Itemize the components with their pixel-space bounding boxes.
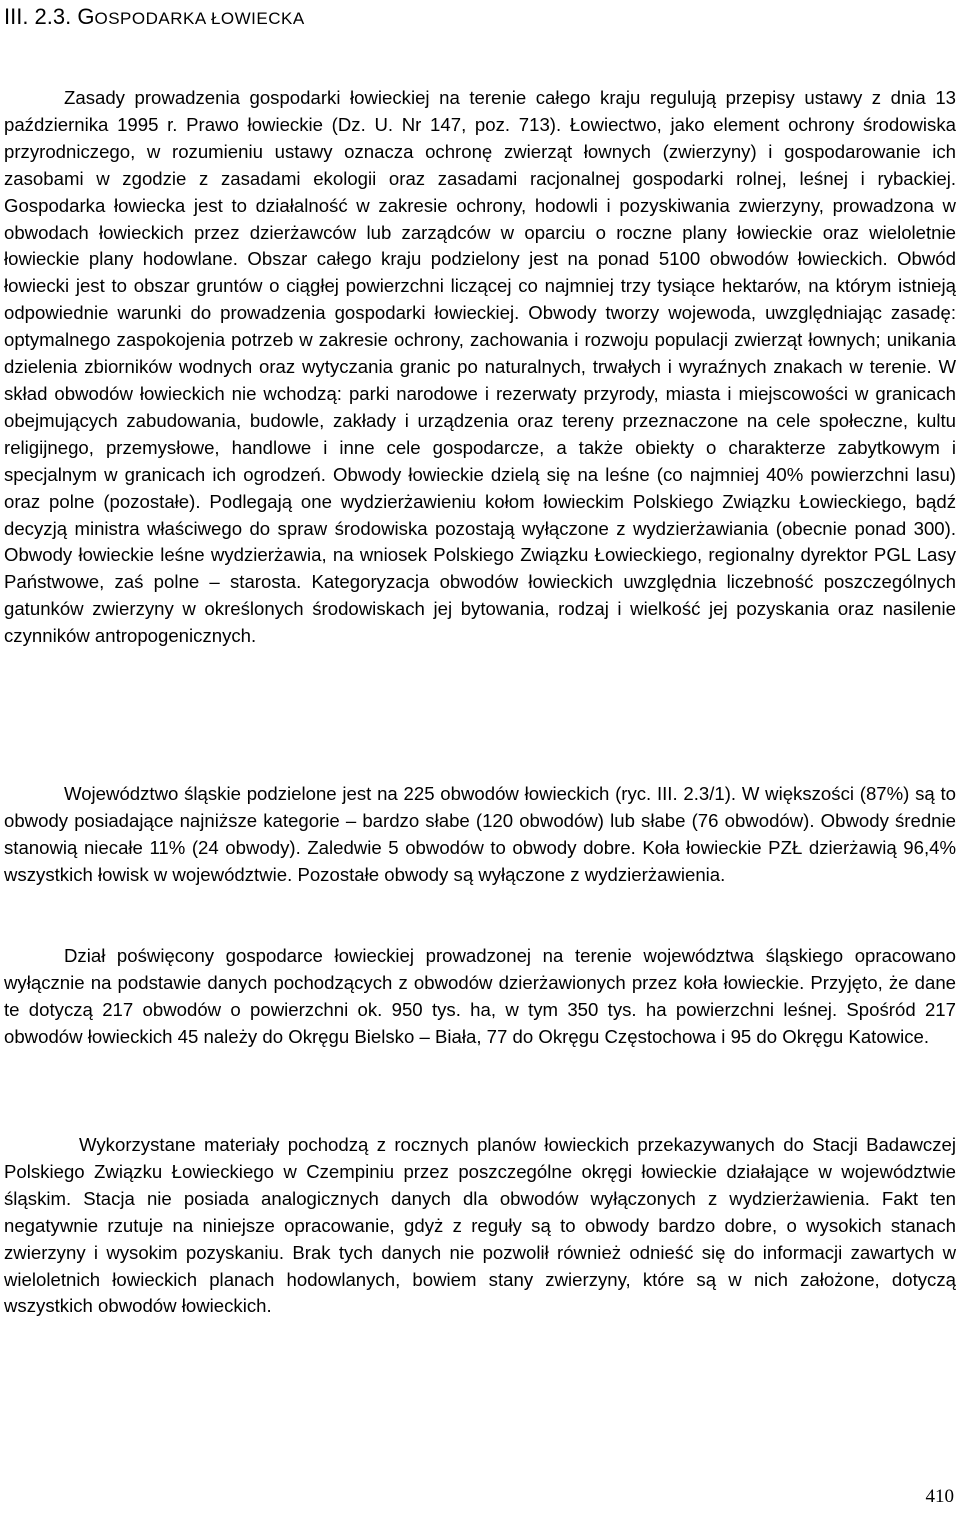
paragraph-voivodeship-districts: Województwo śląskie podzielone jest na 225 obwodów łowieckich (ryc. III. 2.3/1). W większości (87%) są to obwody posiadające najniższe kategorie – bardzo słabe (120 obwodów) lub słabe (76 obwodów). Obwody średnie stanowią niecałe 11% (24 obwody). Zaledwie 5 obwodów to obwody dobre. Koła łowieckie PZŁ dzierżawią 96,4% wszystkich łowisk w województwie. Pozostałe obwody są wyłączone z wydzierżawienia. <box>4 783 956 885</box>
section-heading-number: III. 2.3. G <box>4 4 95 29</box>
paragraph-data-sources: Dział poświęcony gospodarce łowieckiej prowadzonej na terenie województwa śląskiego opracowano wyłącznie na podstawie danych pochodzących z obwodów dzierżawionych przez koła łowieckie. Przyjęto, że dane te dotyczą 217 obwodów o powierzchni ok. 950 tys. ha, w tym 350 tys. ha powierzchni leśnej. Spośród 217 obwodów łowieckich 45 należy do Okręgu Bielsko – Biała, 77 do Okręgu Częstochowa i 95 do Okręgu Katowice. <box>4 945 956 1047</box>
paragraph-materials: Wykorzystane materiały pochodzą z rocznych planów łowieckich przekazywanych do Stacji Badawczej Polskiego Związku Łowieckiego w Czempiniu przez poszczególne okręgi łowieckie działające w województwie śląskim. Stacja nie posiada analogicznych danych dla obwodów wyłączonych z wydzierżawienia. Fakt ten negatywnie rzutuje na niniejsze opracowanie, gdyż z reguły są to obwody bardzo dobre, o wysokich stanach zwierzyny i wysokim pozyskaniu. Brak tych danych nie pozwolił również odnieść się do informacji zawartych w wieloletnich łowieckich planach hodowlanych, bowiem stany zwierzyny, które są w nich założone, dotyczą wszystkich obwodów łowieckich. <box>4 1134 956 1317</box>
paragraph-block-1 <box>4 85 956 650</box>
paragraph-block-4 <box>4 1132 956 1320</box>
page-number: 410 <box>925 1486 954 1507</box>
paragraph-block-3 <box>4 943 956 1051</box>
section-heading-title: OSPODARKA ŁOWIECKA <box>94 9 305 28</box>
section-heading <box>4 4 305 32</box>
paragraph-block-2 <box>4 781 956 889</box>
paragraph-hunting-law: Zasady prowadzenia gospodarki łowieckiej na terenie całego kraju regulują przepisy ustawy z dnia 13 października 1995 r. Prawo łowieckie (Dz. U. Nr 147, poz. 713). Łowiectwo, jako element ochrony środowiska przyrodniczego, w rozumieniu ustawy oznacza ochronę zwierząt łownych (zwierzyny) i gospodarowanie ich zasobami w zgodzie z zasadami ekologii oraz zasadami racjonalnej gospodarki rolnej, leśnej i rybackiej. Gospodarka łowiecka jest to działalność w zakresie ochrony, hodowli i pozyskiwania zwierzyny, prowadzona w obwodach łowieckich przez dzierżawców lub zarządców w oparciu o roczne plany łowieckie oraz wieloletnie łowieckie plany hodowlane. Obszar całego kraju podzielony jest na ponad 5100 obwodów łowieckich. Obwód łowiecki jest to obszar gruntów o ciągłej powierzchni liczącej co najmniej trzy tysiące hektarów, na którym istnieją odpowiednie warunki do prowadzenia gospodarki łowieckiej. Obwody tworzy wojewoda, uwzględniając zasadę: optymalnego zaspokojenia potrzeb w zakresie ochrony, zachowania i rozwoju populacji zwierząt łownych; unikania dzielenia zbiorników wodnych oraz wytyczania granic po naturalnych, trwałych i wyraźnych znakach w terenie. W skład obwodów łowieckich nie wchodzą: parki narodowe i rezerwaty przyrody, miasta i miejscowości w granicach obejmujących zabudowania, budowle, zakłady i urządzenia oraz tereny przeznaczone na cele społeczne, kultu religijnego, przemysłowe, handlowe i inne cele gospodarcze, a także obiekty o charakterze zabytkowym i specjalnym w granicach ich ogrodzeń. Obwody łowieckie dzielą się na leśne (co najmniej 40% powierzchni lasu) oraz polne (pozostałe). Podlegają one wydzierżawieniu kołom łowieckim Polskiego Związku Łowieckiego, bądź decyzją ministra właściwego do spraw środowiska pozostają wyłączone z wydzierżawiania (obecnie ponad 300). Obwody łowieckie leśne wydzierżawia, na wniosek Polskiego Związku Łowieckiego, regionalny dyrektor PGL Lasy Państwowe, zaś polne – starosta. Kategoryzacja obwodów łowieckich uwzględnia liczebność poszczególnych gatunków zwierzyny w określonych środowiskach jej bytowania, rodzaj i wielkość jej pozyskania oraz nasilenie czynników antropogenicznych. <box>4 87 956 647</box>
